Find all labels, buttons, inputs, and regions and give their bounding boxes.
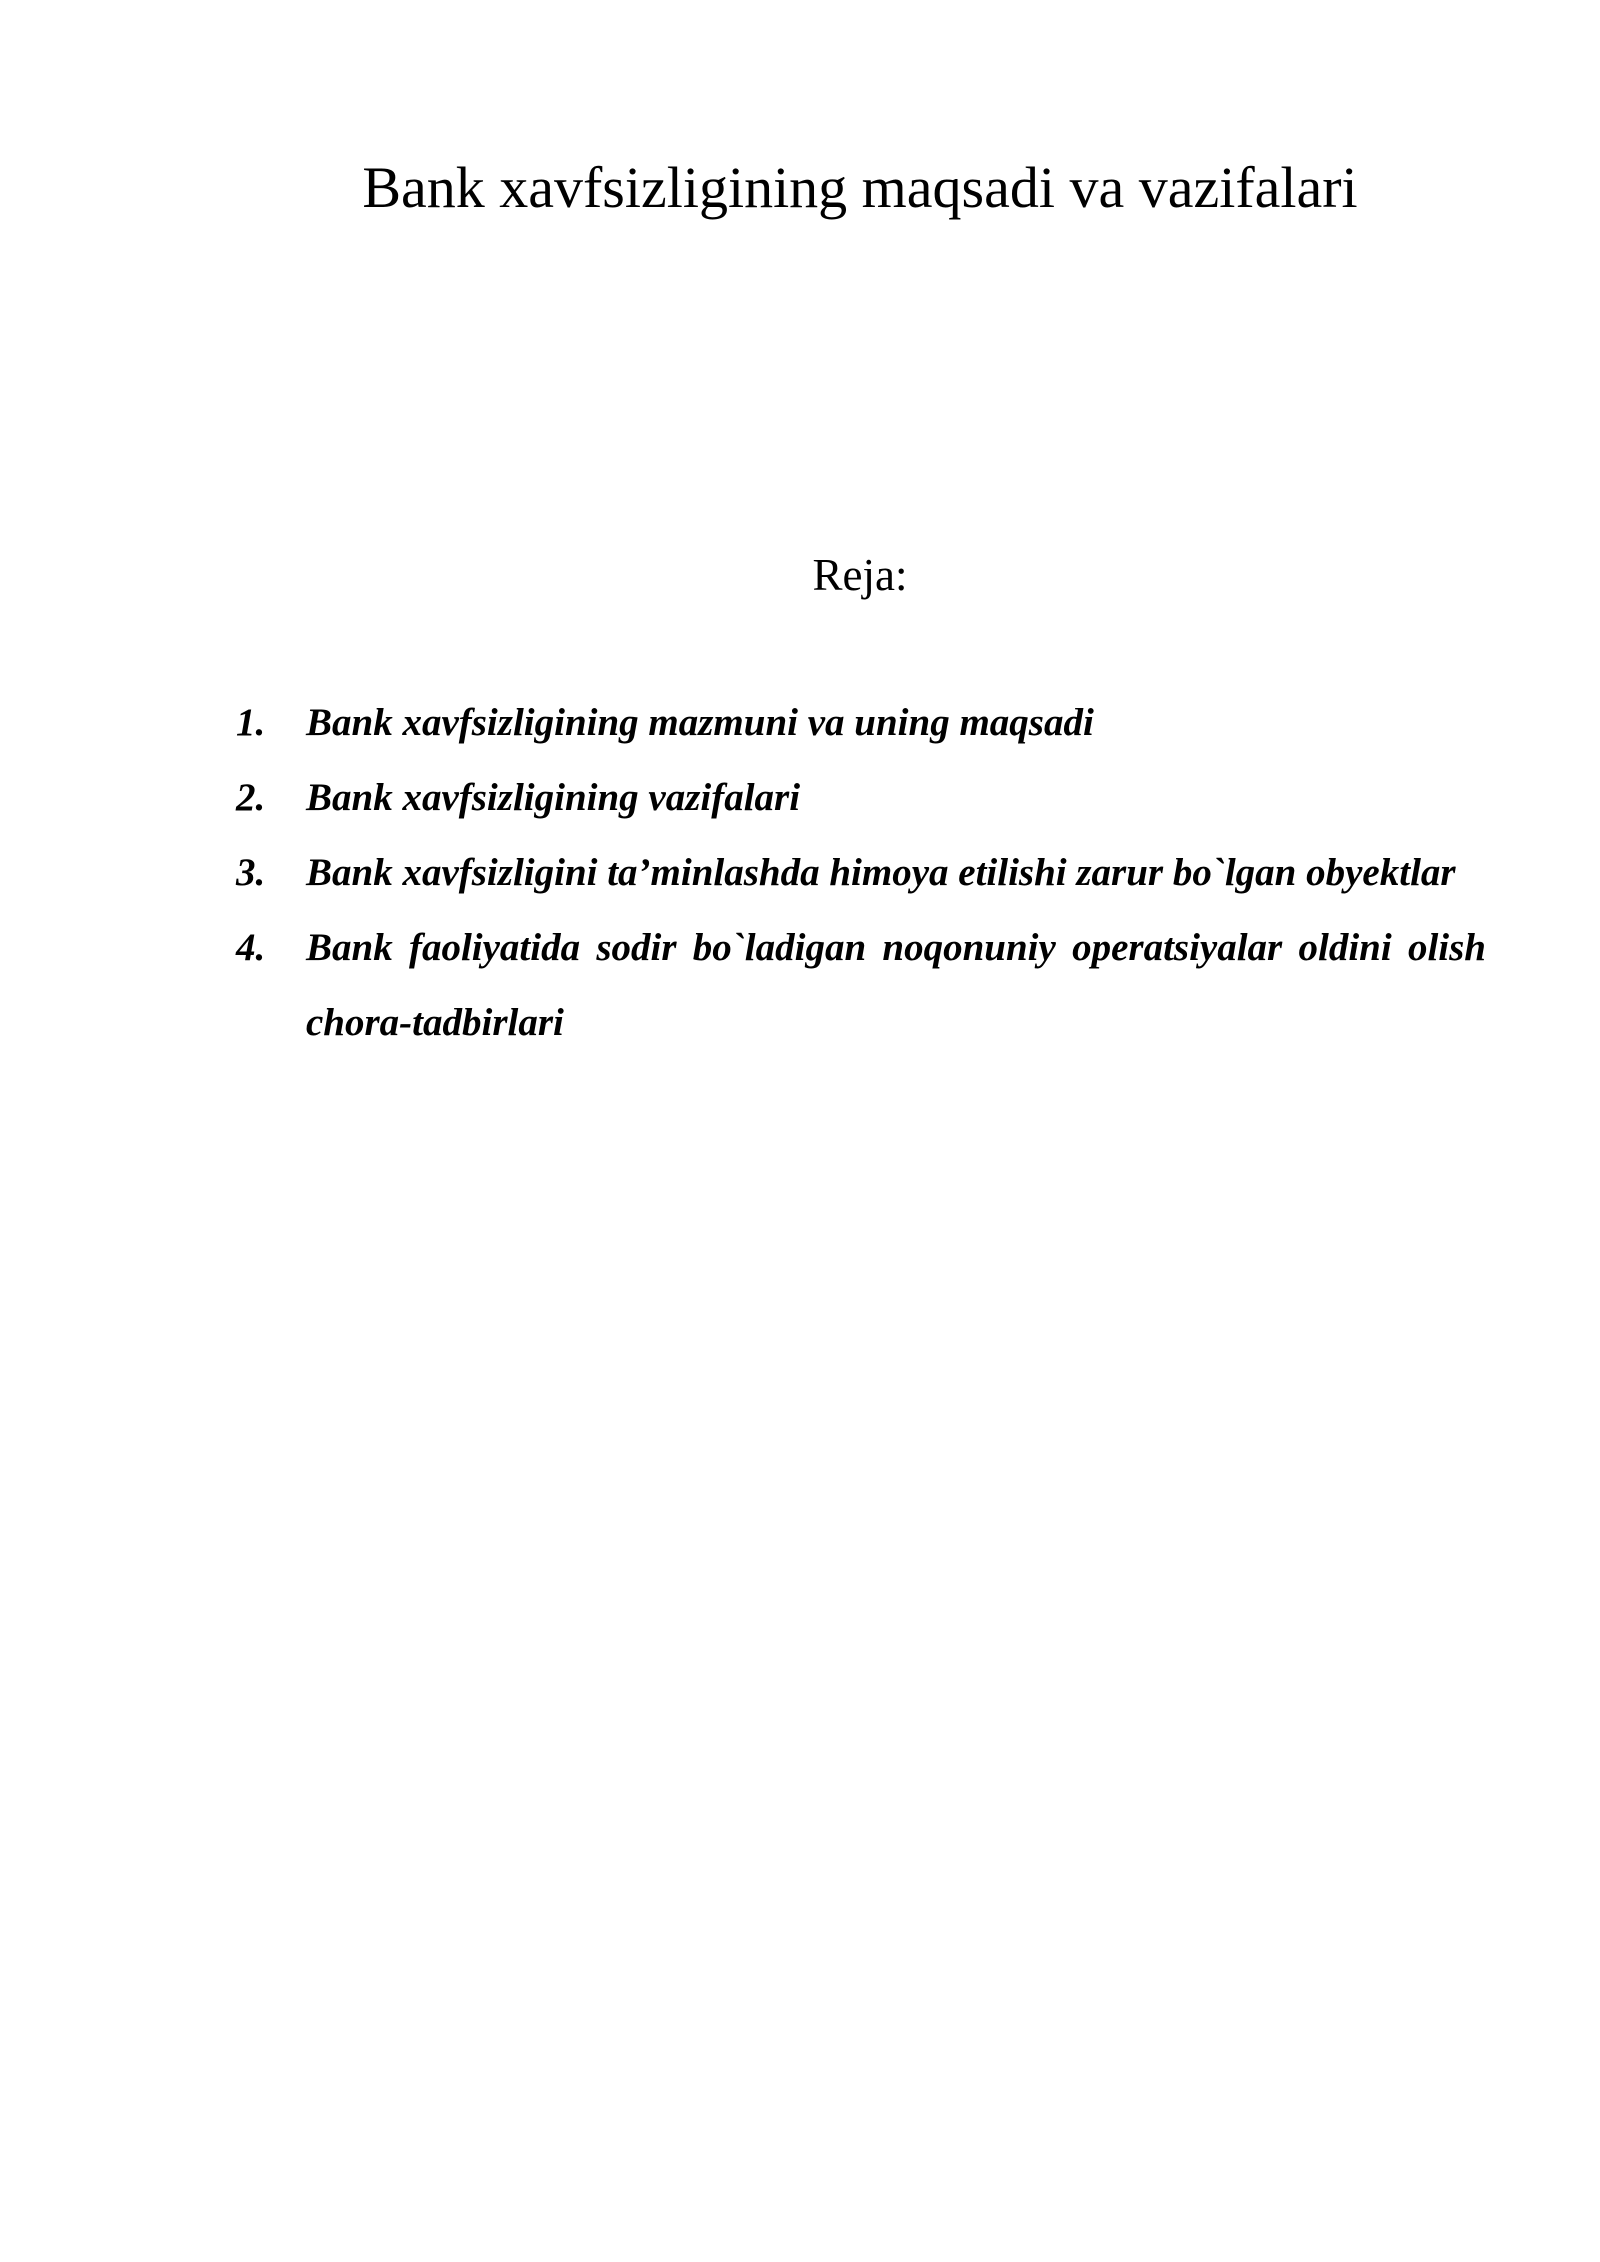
plan-item-text: Bank xavfsizligining mazmuni va uning maqsadi bbox=[306, 701, 1094, 744]
plan-item-number: 4. bbox=[236, 926, 266, 969]
plan-item-text: Bank xavfsizligining vazifalari bbox=[306, 776, 801, 819]
plan-item-text: Bank xavfsizligini ta’minlashda himoya etilishi zarur bo`lgan obyektlar bbox=[306, 851, 1456, 894]
plan-item-2 bbox=[236, 760, 1486, 835]
plan-heading: Reja: bbox=[812, 550, 908, 600]
plan-item-4 bbox=[236, 910, 1486, 1060]
plan-item-text: Bank faoliyatida sodir bo`ladigan noqonuniy operatsiyalar oldini olish chora-tadbirlari bbox=[306, 926, 1486, 1044]
plan-item-number: 3. bbox=[236, 851, 266, 894]
plan-item-number: 1. bbox=[236, 701, 266, 744]
plan-item-1 bbox=[236, 685, 1486, 760]
plan-item-3 bbox=[236, 835, 1486, 910]
plan-item-number: 2. bbox=[236, 776, 266, 819]
page-title: Bank xavfsizligining maqsadi va vazifalari bbox=[362, 155, 1358, 220]
plan-list bbox=[236, 685, 1486, 1060]
